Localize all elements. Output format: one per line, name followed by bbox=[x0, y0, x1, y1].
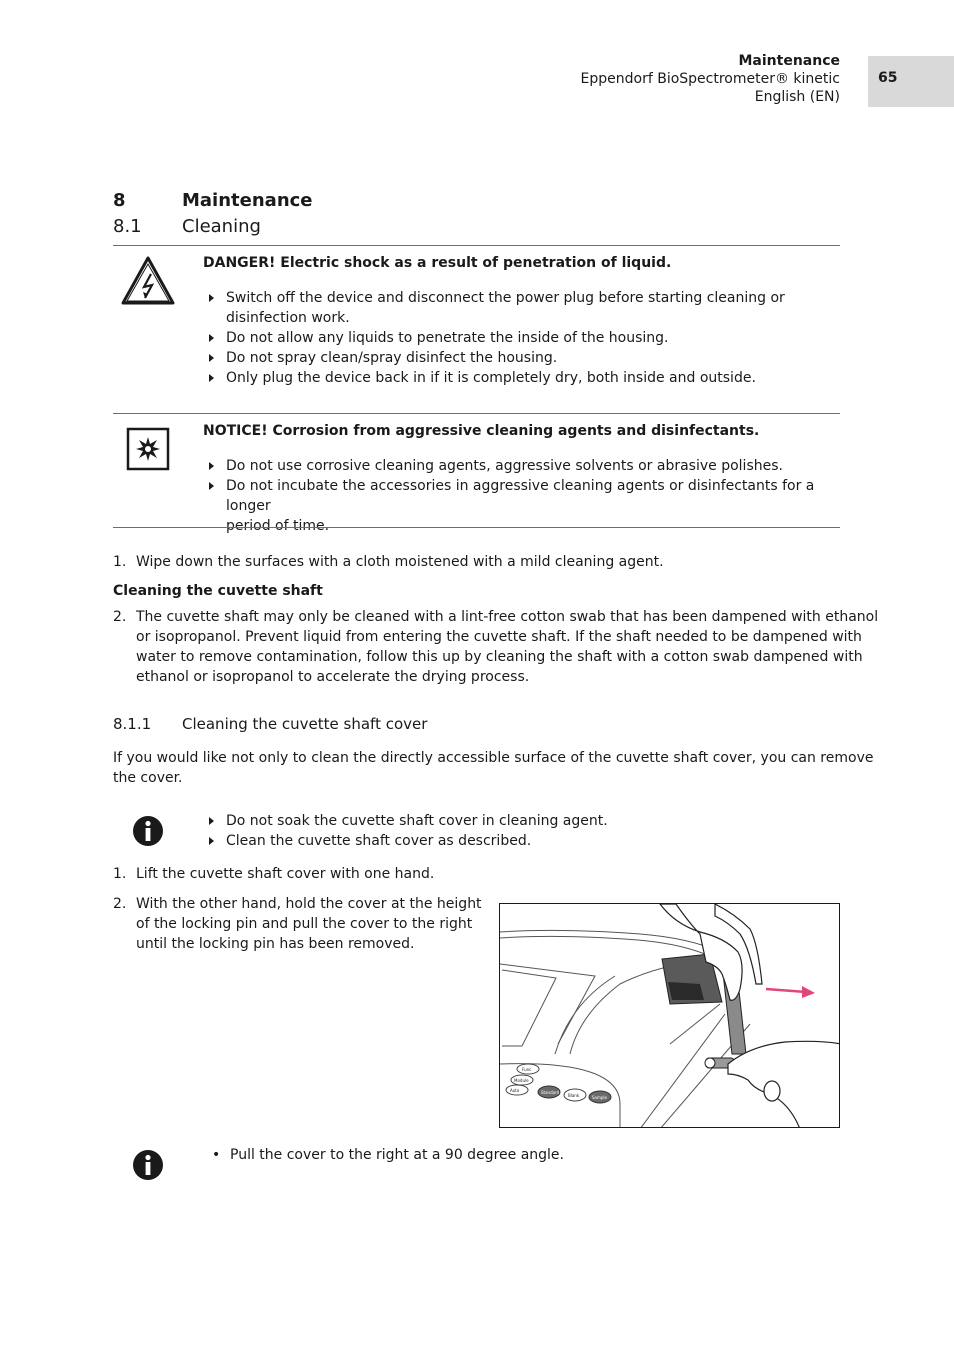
step-line: ethanol or isopropanol to accelerate the drying process. bbox=[136, 669, 530, 685]
danger-top-rule bbox=[113, 245, 840, 246]
step-number: 2. bbox=[113, 609, 127, 625]
notice-item: Do not incubate the accessories in aggressive cleaning agents or disinfectants for a longer bbox=[206, 476, 846, 516]
intro-line: If you would like not only to clean the directly accessible surface of the cuvette shaft cover, you can remove bbox=[113, 750, 874, 766]
danger-title: DANGER! Electric shock as a result of penetration of liquid. bbox=[203, 255, 672, 271]
electric-shock-warning-icon bbox=[121, 256, 175, 306]
step-line: water to remove contamination, follow this up by cleaning the shaft with a cotton swab dampened with bbox=[136, 649, 863, 665]
keypad-label: Func bbox=[522, 1067, 532, 1072]
subsection-title: Cleaning the cuvette shaft cover bbox=[182, 715, 428, 733]
cuvette-shaft-subheading: Cleaning the cuvette shaft bbox=[113, 583, 323, 599]
header-product: Eppendorf BioSpectrometer® kinetic bbox=[580, 71, 840, 87]
chapter-heading bbox=[113, 190, 313, 211]
info2-list bbox=[212, 1145, 564, 1165]
step-line: With the other hand, hold the cover at the height bbox=[136, 896, 482, 912]
info1-item: Clean the cuvette shaft cover as described. bbox=[206, 831, 846, 851]
danger-bottom-rule bbox=[113, 413, 840, 414]
step-number: 1. bbox=[113, 554, 127, 570]
section-number: 8.1 bbox=[113, 216, 142, 237]
danger-item: Do not spray clean/spray disinfect the housing. bbox=[206, 348, 846, 368]
running-header bbox=[581, 52, 840, 106]
step-line: The cuvette shaft may only be cleaned with a lint-free cotton swab that has been dampened with ethanol bbox=[136, 609, 879, 625]
info1-item: Do not soak the cuvette shaft cover in cleaning agent. bbox=[206, 811, 846, 831]
step-text: Wipe down the surfaces with a cloth moistened with a mild cleaning agent. bbox=[136, 554, 664, 570]
info-icon bbox=[132, 1149, 164, 1181]
step-line: until the locking pin has been removed. bbox=[136, 936, 415, 952]
page-number: 65 bbox=[878, 70, 898, 86]
step-text: Lift the cuvette shaft cover with one hand. bbox=[136, 866, 435, 882]
lower-hand bbox=[728, 1041, 840, 1128]
subsection-heading bbox=[113, 715, 427, 733]
intro-line: the cover. bbox=[113, 770, 183, 786]
cuvette-cover-removal-illustration bbox=[499, 903, 840, 1128]
bullet-dot: • bbox=[212, 1147, 221, 1163]
header-language: English (EN) bbox=[754, 89, 840, 105]
notice-item: Do not use corrosive cleaning agents, aggressive solvents or abrasive polishes. bbox=[206, 456, 846, 476]
step-text bbox=[136, 894, 482, 954]
notice-list bbox=[206, 456, 846, 536]
step-text bbox=[136, 607, 879, 687]
chapter-number: 8 bbox=[113, 190, 126, 211]
chapter-title: Maintenance bbox=[182, 190, 313, 211]
intro-paragraph bbox=[113, 748, 874, 788]
danger-item-continuation: disinfection work. bbox=[226, 310, 350, 326]
notice-item-continuation: period of time. bbox=[226, 518, 330, 534]
pull-direction-arrow bbox=[766, 986, 815, 998]
notice-title: NOTICE! Corrosion from aggressive cleaning agents and disinfectants. bbox=[203, 423, 760, 439]
danger-item: Switch off the device and disconnect the power plug before starting cleaning or bbox=[206, 288, 846, 308]
danger-list bbox=[206, 288, 846, 388]
corrosion-notice-icon bbox=[126, 427, 170, 471]
section-heading bbox=[113, 216, 261, 237]
section-title: Cleaning bbox=[182, 216, 261, 237]
info-icon bbox=[132, 815, 164, 847]
info2-item: Pull the cover to the right at a 90 degree angle. bbox=[230, 1147, 564, 1163]
subsection-number: 8.1.1 bbox=[113, 715, 152, 733]
info1-list bbox=[206, 811, 846, 851]
danger-item: Do not allow any liquids to penetrate the inside of the housing. bbox=[206, 328, 846, 348]
step-line: of the locking pin and pull the cover to the right bbox=[136, 916, 473, 932]
step-line: or isopropanol. Prevent liquid from entering the cuvette shaft. If the shaft needed to be dampened with bbox=[136, 629, 862, 645]
header-section: Maintenance bbox=[738, 53, 840, 69]
keypad-label: Sample bbox=[592, 1095, 607, 1100]
device-line-drawing bbox=[500, 904, 840, 1128]
danger-item: Only plug the device back in if it is completely dry, both inside and outside. bbox=[206, 368, 846, 388]
keypad-label: Blank bbox=[568, 1093, 580, 1098]
step-number: 1. bbox=[113, 866, 127, 882]
keypad-label: Module bbox=[514, 1078, 529, 1083]
keypad-label: Auto bbox=[510, 1088, 520, 1093]
step-number: 2. bbox=[113, 896, 127, 912]
keypad-label: Standard bbox=[541, 1090, 560, 1095]
notice-bottom-rule bbox=[113, 527, 840, 528]
page-number-box bbox=[868, 56, 954, 107]
